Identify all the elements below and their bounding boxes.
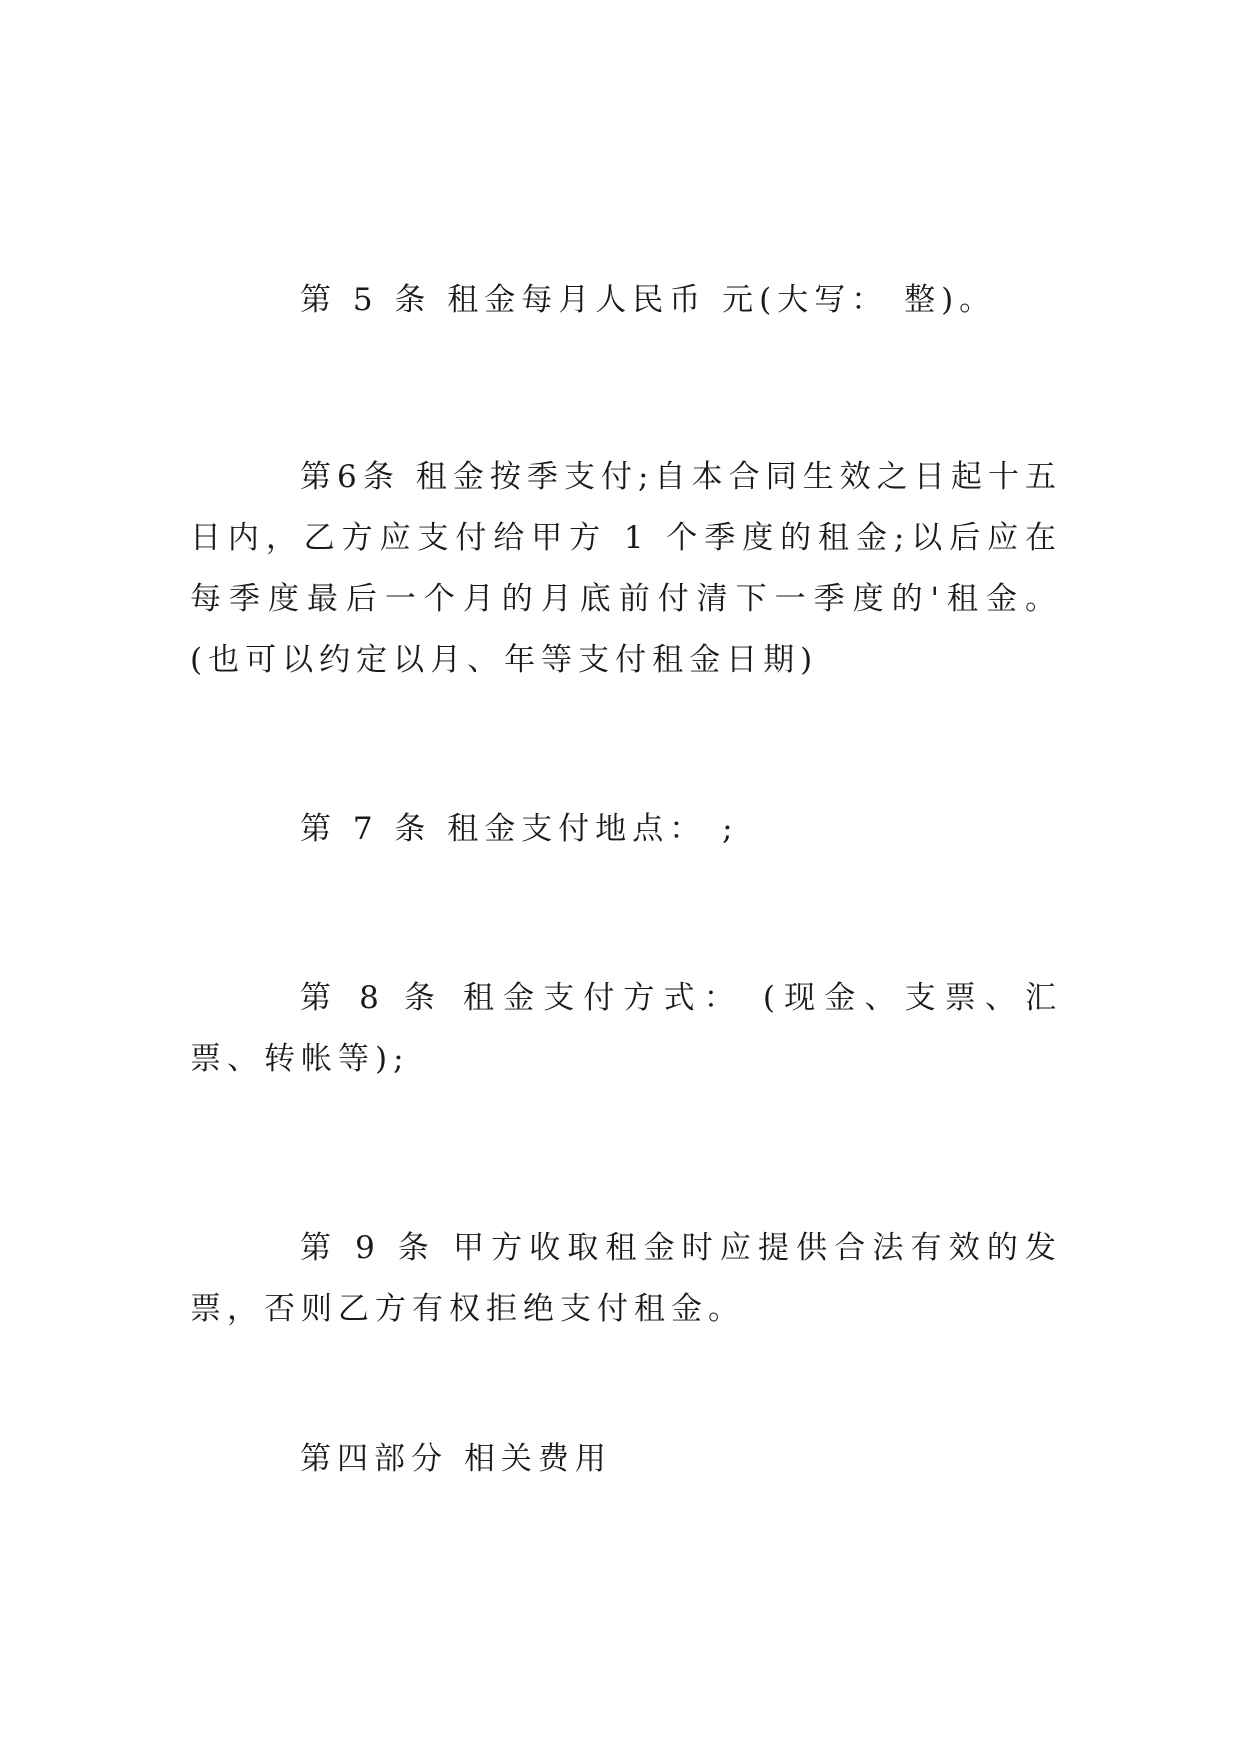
part-4-heading: 第四部分 相关费用	[300, 1441, 612, 1477]
article-8-paragraph: 第 8 条 租金支付方式： (现金、支票、汇票、转帐等);	[190, 980, 1062, 1077]
article-5-paragraph: 第 5 条 租金每月人民币 元(大写： 整)。	[300, 282, 997, 318]
article-7-paragraph: 第 7 条 租金支付地点： ;	[300, 811, 739, 847]
article-9-paragraph: 第 9 条 甲方收取租金时应提供合法有效的发票，否则乙方有权拒绝支付租金。	[190, 1230, 1062, 1327]
article-6-paragraph: 第6条 租金按季支付;自本合同生效之日起十五日内，乙方应支付给甲方 1 个季度的租金;以后应在每季度最后一个月的月底前付清下一季度的'租金。(也可以约定以月、年等支付租金日期)	[190, 459, 1062, 678]
